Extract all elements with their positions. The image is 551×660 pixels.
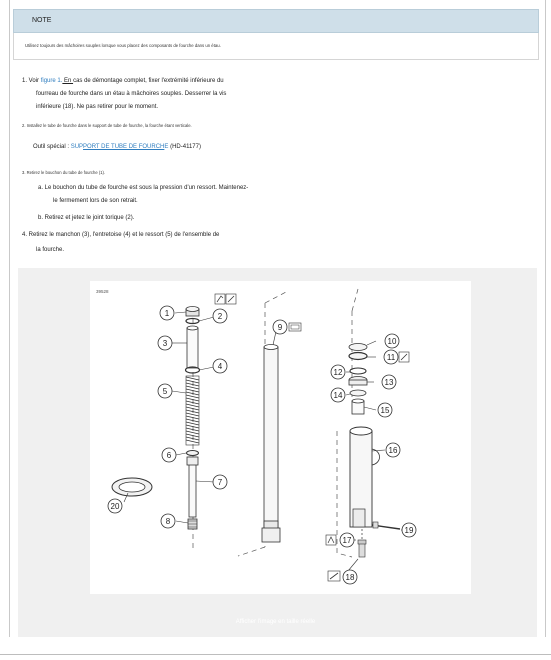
callout-8: 8 [165,517,171,526]
callout-6: 6 [166,451,172,460]
figure-code: 39528 [96,289,109,294]
callout-3: 3 [162,339,168,348]
step-3b: b. Retirez et jetez le joint torique (2). [38,215,135,221]
callout-10: 10 [387,337,397,346]
callout-1: 1 [164,309,170,318]
figure-1-illustration[interactable] [90,281,471,594]
callout-20: 20 [110,502,120,511]
callout-5: 5 [162,387,168,396]
step-3a-line-2: le fermement lors de son retrait. [53,198,138,204]
callout-14: 14 [333,391,343,400]
callout-2: 2 [217,312,223,321]
note-text: Utilisez toujours des mâchoires souples lorsque vous placez des composants de fourche dans un étau. [13,33,539,60]
callout-19: 19 [404,526,414,535]
wrench-icon [399,352,409,362]
tool-link[interactable]: SUPPORT DE TUBE DE FOURCHE [70,144,169,150]
step-4-line-1: 4. Retirez le manchon (3), l'entretoise (4) et le ressort (5) de l'ensemble de [22,232,220,238]
callout-7: 7 [217,478,223,487]
callout-18: 18 [345,573,355,582]
step-3a-line-1: a. Le bouchon du tube de fourche est sous la pression d'un ressort. Maintenez- [38,185,249,191]
step-1-line-2: fourreau de fourche dans un étau à mâchoires souples. Desserrer la vis [36,91,227,97]
note-header: NOTE [13,9,539,33]
step-1-line-1: 1. Voir figure 1. En cas de démontage complet, fixer l'extrémité inférieure du [22,78,224,84]
view-full-size-link[interactable]: Afficher l'image en taille réelle [235,619,316,625]
callout-4: 4 [217,362,223,371]
step-1-line-3: inférieure (18). Ne pas retirer pour le moment. [36,104,159,110]
torque-wrench-icon [215,294,236,304]
tool-icon [328,571,340,581]
callout-11: 11 [386,353,396,362]
step-2: 2. Installez le tube de fourche dans le support de tube de fourche, la fourche étant verticale. [22,123,192,128]
callout-17: 17 [342,536,352,545]
callout-13: 13 [384,378,394,387]
callout-12: 12 [333,368,343,377]
lubricate-icon [289,323,301,331]
callout-16: 16 [388,446,398,455]
callout-15: 15 [380,406,390,415]
figure-1-link[interactable]: figure 1. [40,78,63,84]
divider [0,654,551,655]
step-4-line-2: la fourche. [36,247,65,253]
callout-9: 9 [277,323,283,332]
special-tool-line: Outil spécial : SUPPORT DE TUBE DE FOURCHE (HD-41177) [33,144,201,150]
torque-icon [326,535,336,545]
step-3: 3. Retirez le bouchon du tube de fourche (1). [22,170,106,175]
